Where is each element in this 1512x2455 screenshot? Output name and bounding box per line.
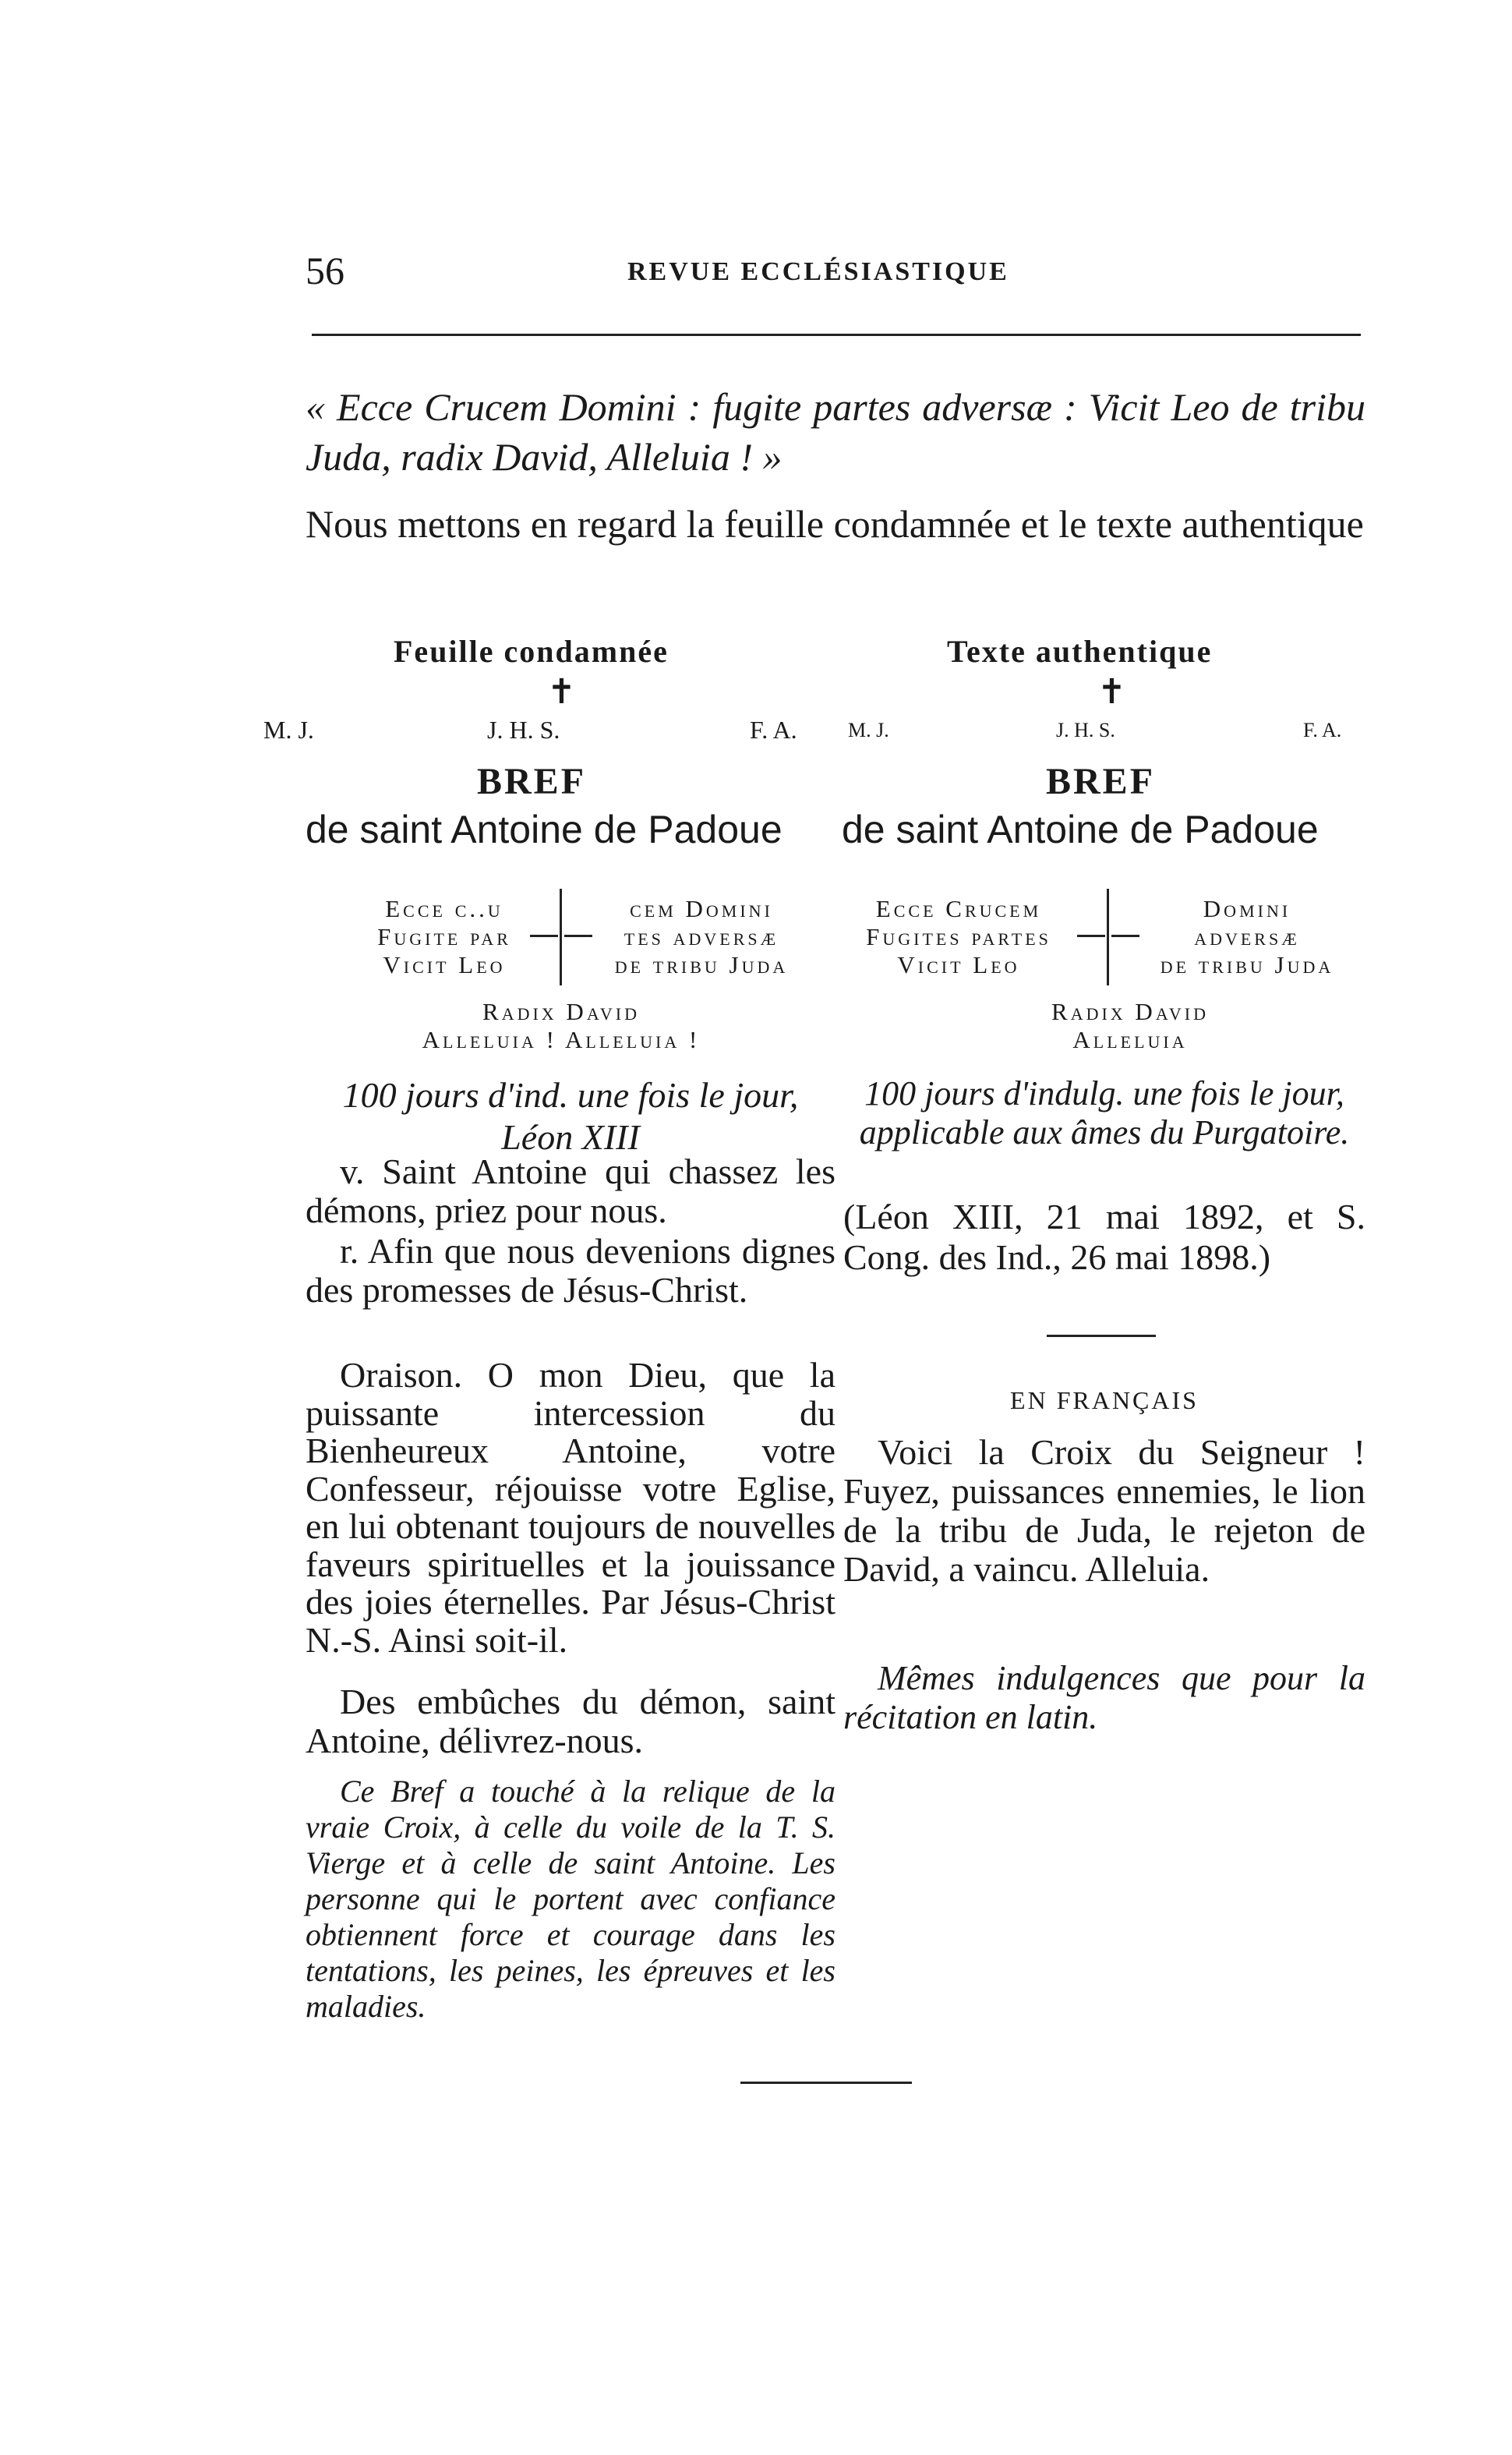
right-latin-line: Vicit Leo xyxy=(897,951,1020,978)
left-latin-bottom xyxy=(359,998,764,1054)
left-latin-divider xyxy=(560,889,562,985)
right-latin-line: Fugites partes xyxy=(866,923,1051,950)
right-indulgence: 100 jours d'indulg. une fois le jour, applicable aux âmes du Purgatoire. xyxy=(859,1074,1350,1151)
right-bref: BREF xyxy=(1046,761,1156,802)
left-latin-line: tes adversæ xyxy=(624,923,779,950)
footer-rule xyxy=(740,2082,912,2084)
left-latin-dash-a xyxy=(530,935,558,937)
intro-text: Nous mettons en regard la feuille condamnée et le texte authentique xyxy=(306,502,1364,546)
running-title: REVUE ECCLÉSIASTIQUE xyxy=(627,257,1009,286)
right-french-note: Mêmes indulgences que pour la récitation en latin. xyxy=(843,1659,1365,1736)
left-latin-line: Radix David xyxy=(482,998,640,1025)
right-latin-line: adversæ xyxy=(1194,923,1300,950)
right-latin-line: Radix David xyxy=(1051,998,1209,1025)
right-heading: Texte authentique xyxy=(947,634,1213,669)
right-latin-line: Ecce Crucem xyxy=(875,895,1042,922)
right-latin-col-b xyxy=(1130,895,1364,979)
right-latin-dash-a xyxy=(1077,935,1105,937)
left-latin-line: cem Domini xyxy=(630,895,773,922)
left-oraison: Oraison. O mon Dieu, que la puissante intercession du Bienheureux Antoine, votre Confesseur, réjouisse votre Eglise, en lui obtenant toujours de nouvelles faveurs spirituelles et la jouissance des joies éternelles. Par Jésus-Christ N.-S. Ainsi soit-il. xyxy=(306,1355,835,1660)
right-latin-line: de tribu Juda xyxy=(1160,951,1334,978)
right-separator-rule xyxy=(1047,1335,1156,1337)
right-latin-line: Domini xyxy=(1203,895,1291,922)
left-initial-fa: F. A. xyxy=(750,716,797,744)
left-latin-line: Vicit Leo xyxy=(383,951,506,978)
intro-quote: « Ecce Crucem Domini : fugite partes adversæ : Vicit Leo de tribu Juda, radix David, Alleluia ! » xyxy=(306,385,1365,479)
right-initial-mj: M. J. xyxy=(848,719,889,741)
left-initial-mj: M. J. xyxy=(263,716,314,744)
right-bref-subtitle: de saint Antoine de Padoue xyxy=(842,808,1319,851)
right-latin-line: Alleluia xyxy=(1072,1026,1188,1053)
left-latin-col-a xyxy=(343,895,546,979)
left-latin-line: Fugite par xyxy=(377,923,511,950)
right-french-text: Voici la Croix du Seigneur ! Fuyez, puissances ennemies, le lion de la tribu de Juda, le rejeton de David, a vaincu. Alleluia. xyxy=(843,1432,1365,1589)
left-response: r. Afin que nous devenions dignes des promesses de Jésus-Christ. xyxy=(306,1231,835,1310)
right-citation: (Léon XIII, 21 mai 1892, et S. Cong. des Ind., 26 mai 1898.) xyxy=(843,1197,1365,1277)
page-number: 56 xyxy=(306,249,344,292)
left-latin-line: Ecce c..u xyxy=(385,895,503,922)
right-latin-divider xyxy=(1107,889,1109,985)
right-cross: ✝ xyxy=(1097,673,1126,711)
right-initial-fa: F. A. xyxy=(1303,719,1342,741)
right-initial-jhs: J. H. S. xyxy=(1056,719,1115,741)
left-initial-jhs: J. H. S. xyxy=(487,716,560,744)
right-french-heading: EN FRANÇAIS xyxy=(1010,1386,1199,1414)
right-latin-col-a xyxy=(842,895,1076,979)
left-bref: BREF xyxy=(477,761,587,802)
left-invocation: Des embûches du démon, saint Antoine, délivrez-nous. xyxy=(306,1682,835,1760)
right-latin-bottom xyxy=(927,998,1333,1054)
header-rule xyxy=(312,334,1361,336)
left-bref-subtitle: de saint Antoine de Padoue xyxy=(306,808,782,851)
left-latin-col-b xyxy=(585,895,818,979)
left-note: Ce Bref a touché à la relique de la vraie Croix, à celle du voile de la T. S. Vierge et à celle de saint Antoine. Les personne qui le portent avec confiance obtiennent force et courage dans les tentations, les peines, les épreuves et les maladies. xyxy=(306,1774,835,2024)
left-cross: ✝ xyxy=(547,673,576,711)
left-latin-line: de tribu Juda xyxy=(614,951,789,978)
left-versicle: v. Saint Antoine qui chassez les démons, priez pour nous. xyxy=(306,1151,835,1230)
left-indulgence: 100 jours d'ind. une fois le jour, Léon XIII xyxy=(342,1075,799,1157)
left-heading: Feuille condamnée xyxy=(394,634,669,669)
left-latin-line: Alleluia ! Alleluia ! xyxy=(422,1026,701,1053)
